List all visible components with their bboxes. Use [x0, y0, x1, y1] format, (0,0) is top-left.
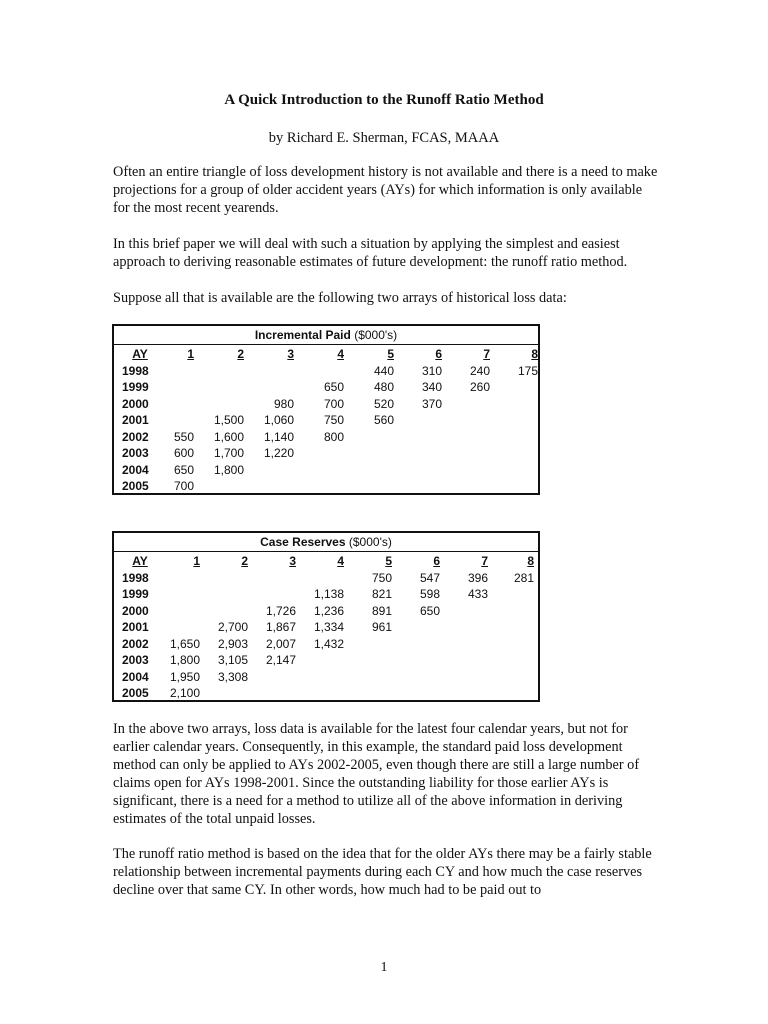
case-reserves-cell	[392, 685, 440, 702]
incremental-paid-cell: 600	[173, 446, 194, 460]
incremental-paid-row-ay: 1999	[122, 380, 149, 394]
incremental-paid-cell: 260	[469, 380, 490, 394]
incremental-paid-cell: 1,800	[213, 462, 244, 477]
case-reserves-cell: 1,950	[169, 669, 200, 684]
table-row	[122, 685, 534, 702]
case-reserves-cell	[440, 652, 488, 669]
case-reserves-cell	[248, 586, 296, 603]
case-reserves-cell	[488, 652, 534, 669]
incremental-paid-grid	[122, 346, 538, 495]
incremental-paid-cell	[244, 462, 294, 479]
incremental-paid-cell	[442, 462, 490, 479]
incremental-paid-cell: 650	[173, 462, 194, 477]
case-reserves-row-ay: 1999	[122, 587, 149, 601]
incremental-paid-title-unit: ($000's)	[354, 328, 398, 342]
incremental-paid-cell	[194, 363, 244, 380]
incremental-paid-cell	[490, 379, 538, 396]
incremental-paid-cell	[490, 445, 538, 462]
table-row	[122, 396, 538, 413]
case-reserves-header-dev-7: 7	[481, 554, 488, 568]
table-row	[122, 363, 538, 380]
incremental-paid-cell	[490, 478, 538, 495]
case-reserves-table	[112, 531, 540, 702]
incremental-paid-cell: 520	[373, 396, 394, 411]
case-reserves-header-dev-5: 5	[385, 554, 392, 568]
table-row	[122, 412, 538, 429]
incremental-paid-cell	[442, 478, 490, 495]
table-row	[122, 478, 538, 495]
case-reserves-cell	[440, 669, 488, 686]
incremental-paid-cell	[194, 478, 244, 495]
incremental-paid-title-label: Incremental Paid	[254, 328, 351, 342]
case-reserves-cell	[488, 669, 534, 686]
case-reserves-cell	[158, 603, 200, 620]
incremental-paid-cell: 700	[323, 396, 344, 411]
case-reserves-cell: 433	[467, 587, 488, 601]
incremental-paid-cell: 1,500	[213, 413, 244, 427]
case-reserves-cell	[200, 586, 248, 603]
table-row	[122, 669, 534, 686]
case-reserves-cell: 750	[371, 570, 392, 585]
case-reserves-cell: 650	[419, 603, 440, 618]
paragraph-intro: Often an entire triangle of loss development history is not available and there is a need to make projections for a group of older accident years (AYs) for which information is only available for the most recent yearends.	[113, 164, 658, 216]
incremental-paid-cell	[244, 379, 294, 396]
incremental-paid-body	[122, 363, 538, 495]
case-reserves-cell	[392, 619, 440, 636]
case-reserves-cell: 1,726	[265, 603, 296, 618]
incremental-paid-cell: 1,600	[213, 429, 244, 444]
incremental-paid-row-ay: 1998	[122, 363, 149, 378]
incremental-paid-cell: 750	[323, 413, 344, 427]
case-reserves-cell: 1,650	[169, 636, 200, 651]
case-reserves-cell: 891	[371, 603, 392, 618]
incremental-paid-cell	[158, 412, 194, 429]
case-reserves-cell: 1,800	[169, 653, 200, 667]
case-reserves-cell	[488, 586, 534, 603]
incremental-paid-cell	[344, 429, 394, 446]
incremental-paid-cell	[394, 429, 442, 446]
case-reserves-cell	[440, 619, 488, 636]
case-reserves-cell	[200, 570, 248, 587]
table-row	[122, 603, 534, 620]
case-reserves-row-ay: 2004	[122, 669, 149, 684]
case-reserves-cell	[296, 570, 344, 587]
case-reserves-cell: 1,432	[313, 636, 344, 651]
case-reserves-cell: 2,147	[265, 653, 296, 667]
incremental-paid-header-dev-4: 4	[337, 347, 344, 361]
case-reserves-row-ay: 2000	[122, 603, 149, 618]
incremental-paid-header-row	[122, 346, 538, 363]
incremental-paid-cell	[490, 462, 538, 479]
case-reserves-header-row	[122, 553, 534, 570]
incremental-paid-title	[114, 326, 538, 345]
case-reserves-cell: 2,700	[217, 620, 248, 634]
incremental-paid-cell	[244, 478, 294, 495]
incremental-paid-table	[112, 324, 540, 495]
incremental-paid-cell: 1,220	[263, 446, 294, 460]
incremental-paid-cell	[442, 396, 490, 413]
case-reserves-cell: 396	[467, 570, 488, 585]
incremental-paid-cell	[344, 445, 394, 462]
case-reserves-cell: 2,100	[169, 686, 200, 700]
table-row	[122, 652, 534, 669]
table-row	[122, 619, 534, 636]
incremental-paid-cell	[344, 462, 394, 479]
incremental-paid-header-dev-6: 6	[435, 347, 442, 361]
incremental-paid-cell	[294, 478, 344, 495]
incremental-paid-row-ay: 2004	[122, 462, 149, 477]
case-reserves-title-label: Case Reserves	[260, 535, 346, 549]
case-reserves-cell	[488, 685, 534, 702]
case-reserves-cell	[248, 685, 296, 702]
case-reserves-cell: 2,007	[265, 636, 296, 651]
incremental-paid-header-dev-3: 3	[287, 347, 294, 361]
incremental-paid-cell: 440	[373, 363, 394, 378]
incremental-paid-cell	[158, 379, 194, 396]
incremental-paid-cell	[394, 445, 442, 462]
incremental-paid-cell	[490, 412, 538, 429]
incremental-paid-cell: 175	[517, 363, 538, 378]
case-reserves-row-ay: 2002	[122, 636, 149, 651]
case-reserves-cell	[248, 669, 296, 686]
incremental-paid-cell: 700	[173, 479, 194, 493]
incremental-paid-header-dev-7: 7	[483, 347, 490, 361]
table-row	[122, 462, 538, 479]
case-reserves-title-unit: ($000's)	[348, 535, 392, 549]
case-reserves-cell	[344, 685, 392, 702]
case-reserves-header-dev-4: 4	[337, 554, 344, 568]
incremental-paid-cell	[394, 412, 442, 429]
incremental-paid-cell: 650	[323, 380, 344, 394]
case-reserves-cell: 1,138	[313, 587, 344, 601]
incremental-paid-cell: 370	[421, 396, 442, 411]
case-reserves-header-dev-6: 6	[433, 554, 440, 568]
case-reserves-cell	[248, 570, 296, 587]
case-reserves-header-dev-3: 3	[289, 554, 296, 568]
incremental-paid-cell	[194, 379, 244, 396]
paragraph-approach: In this brief paper we will deal with such a situation by applying the simplest and easiest approach to deriving reasonable estimates of future development: the runoff ratio method.	[113, 236, 628, 270]
incremental-paid-cell	[490, 429, 538, 446]
case-reserves-cell: 3,308	[217, 669, 248, 684]
case-reserves-cell: 547	[419, 570, 440, 585]
incremental-paid-row-ay: 2005	[122, 479, 149, 493]
incremental-paid-cell	[442, 429, 490, 446]
incremental-paid-cell: 1,700	[213, 446, 244, 460]
incremental-paid-cell: 1,140	[263, 429, 294, 444]
paragraph-suppose: Suppose all that is available are the following two arrays of historical loss data:	[113, 290, 567, 306]
incremental-paid-cell	[158, 363, 194, 380]
incremental-paid-cell	[442, 445, 490, 462]
case-reserves-cell	[488, 603, 534, 620]
incremental-paid-cell	[394, 462, 442, 479]
case-reserves-row-ay: 2005	[122, 686, 149, 700]
incremental-paid-cell: 560	[373, 413, 394, 427]
case-reserves-header-dev-8: 8	[527, 554, 534, 568]
case-reserves-cell	[488, 636, 534, 653]
incremental-paid-header-dev-5: 5	[387, 347, 394, 361]
incremental-paid-cell	[394, 478, 442, 495]
case-reserves-cell: 961	[371, 620, 392, 634]
case-reserves-cell	[158, 570, 200, 587]
incremental-paid-header-ay: AY	[132, 347, 148, 361]
table-row	[122, 379, 538, 396]
case-reserves-cell: 3,105	[217, 653, 248, 667]
case-reserves-header-ay: AY	[132, 554, 148, 568]
case-reserves-row-ay: 1998	[122, 570, 149, 585]
incremental-paid-row-ay: 2003	[122, 446, 149, 460]
incremental-paid-cell: 980	[273, 396, 294, 411]
author-byline: by Richard E. Sherman, FCAS, MAAA	[268, 130, 500, 146]
table-row	[122, 445, 538, 462]
case-reserves-cell	[392, 636, 440, 653]
case-reserves-cell	[200, 603, 248, 620]
incremental-paid-cell	[294, 445, 344, 462]
incremental-paid-cell: 310	[421, 363, 442, 378]
case-reserves-cell: 821	[371, 587, 392, 601]
incremental-paid-cell	[294, 363, 344, 380]
case-reserves-cell	[200, 685, 248, 702]
case-reserves-cell	[392, 669, 440, 686]
incremental-paid-cell: 480	[373, 380, 394, 394]
case-reserves-cell: 598	[419, 587, 440, 601]
case-reserves-cell	[488, 619, 534, 636]
case-reserves-cell	[158, 619, 200, 636]
incremental-paid-row-ay: 2002	[122, 429, 149, 444]
case-reserves-cell	[158, 586, 200, 603]
incremental-paid-row-ay: 2000	[122, 396, 149, 411]
incremental-paid-cell: 550	[173, 429, 194, 444]
incremental-paid-cell	[294, 462, 344, 479]
case-reserves-cell	[392, 652, 440, 669]
table-row	[122, 636, 534, 653]
table-row	[122, 429, 538, 446]
case-reserves-cell	[296, 652, 344, 669]
case-reserves-cell: 1,867	[265, 620, 296, 634]
case-reserves-cell	[344, 652, 392, 669]
incremental-paid-cell: 240	[469, 363, 490, 378]
incremental-paid-row-ay: 2001	[122, 413, 149, 427]
case-reserves-cell	[440, 636, 488, 653]
table-row	[122, 570, 534, 587]
case-reserves-body	[122, 570, 534, 702]
case-reserves-header-dev-2: 2	[241, 554, 248, 568]
case-reserves-cell	[344, 669, 392, 686]
case-reserves-row-ay: 2001	[122, 620, 149, 634]
incremental-paid-cell	[158, 396, 194, 413]
paragraph-analysis: In the above two arrays, loss data is available for the latest four calendar years, but not for earlier calendar years. Consequently, in this example, the standard paid loss development method can only be applied to AYs 2002-2005, even though there are still a large number of claims open for AYs 1998-2001. Since the outstanding liability for those earlier AYs is significant, there is a need for a method to utilize all of the above information in deriving estimates of the total unpaid losses.	[113, 721, 640, 827]
case-reserves-cell	[440, 685, 488, 702]
case-reserves-cell: 1,236	[313, 603, 344, 618]
case-reserves-title	[114, 533, 538, 552]
case-reserves-cell: 2,903	[217, 636, 248, 651]
paragraph-runoff: The runoff ratio method is based on the idea that for the older AYs there may be a fairly stable relationship between incremental payments during each CY and how much the case reserves decline over that same CY. In other words, how much had to be paid out to	[113, 846, 652, 898]
incremental-paid-cell	[244, 363, 294, 380]
case-reserves-cell: 281	[513, 570, 534, 585]
case-reserves-cell: 1,334	[313, 620, 344, 634]
incremental-paid-cell: 1,060	[263, 413, 294, 427]
page-number: 1	[380, 960, 388, 975]
case-reserves-cell	[296, 685, 344, 702]
case-reserves-header-dev-1: 1	[193, 554, 200, 568]
incremental-paid-header-dev-2: 2	[237, 347, 244, 361]
incremental-paid-cell: 800	[323, 429, 344, 444]
incremental-paid-cell	[490, 396, 538, 413]
case-reserves-row-ay: 2003	[122, 653, 149, 667]
case-reserves-grid	[122, 553, 534, 702]
incremental-paid-cell	[442, 412, 490, 429]
incremental-paid-cell	[344, 478, 394, 495]
incremental-paid-cell	[194, 396, 244, 413]
case-reserves-cell	[296, 669, 344, 686]
incremental-paid-cell: 340	[421, 380, 442, 394]
case-reserves-cell	[440, 603, 488, 620]
table-row	[122, 586, 534, 603]
paper-title: A Quick Introduction to the Runoff Ratio Method	[224, 92, 544, 108]
case-reserves-cell	[344, 636, 392, 653]
incremental-paid-header-dev-1: 1	[187, 347, 194, 361]
incremental-paid-header-dev-8: 8	[531, 347, 538, 361]
